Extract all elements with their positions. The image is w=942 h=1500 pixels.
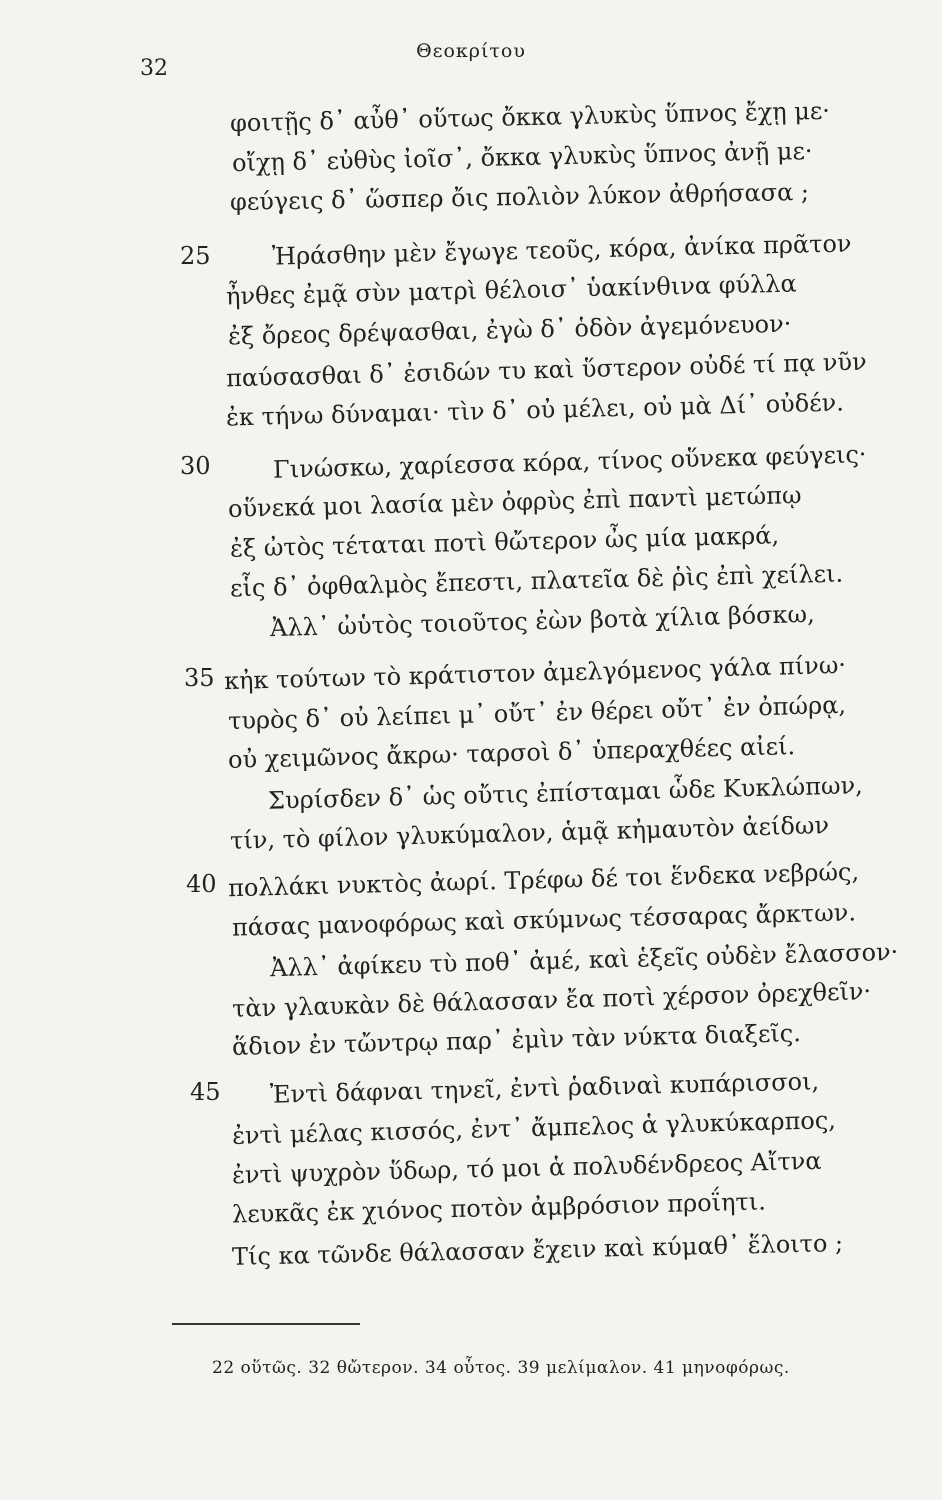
verse-line: οἴχῃ δ᾽ εὐθὺς ἰοῖσ᾽, ὄκκα γλυκὺς ὕπνος ἀνῇ με· — [231, 136, 813, 178]
verse-line: Τίς κα τῶνδε θάλασσαν ἔχειν καὶ κύμαθ᾽ ἕλοιτο ; — [231, 1229, 844, 1271]
verse-line: ἅδιον ἐν τὤντρῳ παρ᾽ ἐμὶν τὰν νύκτα διαξεῖς. — [231, 1019, 802, 1061]
verse-line: ἐξ ὄρεος δρέψασθαι, ἐγὼ δ᾽ ὁδὸν ἀγεμόνευον· — [227, 309, 792, 351]
verse-line: ἦνθες ἐμᾷ σὺν ματρὶ θέλοισ᾽ ὑακίνθινα φύλλα — [225, 269, 797, 311]
verse-line: Ἀλλ᾽ ὠὑτὸς τοιοῦτος ἐὼν βοτὰ χίλια βόσκω, — [269, 599, 816, 643]
verse-line: τίν, τὸ φίλον γλυκύμαλον, ἁμᾷ κἠμαυτὸν ἀείδων — [229, 811, 830, 855]
line-number: 30 — [180, 452, 211, 480]
verse-line: πολλάκι νυκτὸς ἀωρί. Τρέφω δέ τοι ἕνδεκα νεβρώς, — [227, 857, 860, 903]
verse-line: ἐντὶ μέλας κισσός, ἐντ᾽ ἄμπελος ἁ γλυκύκαρπος, — [231, 1106, 837, 1150]
verse-line: εἷς δ᾽ ὀφθαλμὸς ἔπεστι, πλατεῖα δὲ ῥὶς ἐπὶ χείλει. — [229, 559, 844, 603]
verse-line: λευκᾶς ἐκ χιόνος ποτὸν ἀμβρόσιον προΐητι. — [231, 1187, 767, 1229]
line-number: 40 — [186, 870, 217, 898]
verse-line: ἐξ ὠτὸς τέταται ποτὶ θὤτερον ὦς μία μακρά, — [229, 521, 780, 563]
running-head: Θεοκρίτου — [416, 40, 526, 62]
verse-line: Γινώσκω, χαρίεσσα κόρα, τίνος οὕνεκα φεύγεις· — [272, 440, 867, 484]
verse-line: πάσας μανοφόρως καὶ σκύμνως τέσσαρας ἄρκτων. — [231, 898, 857, 942]
verse-line: φεύγεις δ᾽ ὥσπερ ὄις πολιὸν λύκον ἀθρήσασα ; — [229, 177, 810, 217]
verse-line: τυρὸς δ᾽ οὐ λείπει μ᾽ οὔτ᾽ ἐν θέρει οὔτ᾽ ἐν ὀπώρᾳ, — [227, 690, 847, 736]
verse-line: παύσασθαι δ᾽ ἐσιδών τυ καὶ ὕστερον οὐδέ τί πᾳ νῦν — [225, 347, 867, 393]
verse-line: Ἐντὶ δάφναι τηνεῖ, ἐντὶ ῥαδιναὶ κυπάρισσοι, — [269, 1067, 820, 1109]
verse-line: φοιτῇς δ᾽ αὖθ᾽ οὕτως ὄκκα γλυκὺς ὕπνος ἔχῃ με· — [229, 96, 831, 138]
verse-line: Ἠράσθην μὲν ἔγωγε τεοῦς, κόρα, ἀνίκα πρᾶτον — [271, 229, 852, 271]
verse-line: κἠκ τούτων τὸ κράτιστον ἀμελγόμενος γάλα πίνω· — [223, 650, 847, 696]
page-number: 32 — [140, 56, 168, 81]
line-number: 25 — [180, 242, 211, 270]
verse-line: Ἀλλ᾽ ἀφίκευ τὺ ποθ᾽ ἀμέ, καὶ ἑξεῖς οὐδὲν ἔλασσον· — [269, 937, 899, 983]
verse-line: τὰν γλαυκὰν δὲ θάλασσαν ἔα ποτὶ χέρσον ὀρεχθεῖν· — [231, 977, 872, 1023]
line-number: 35 — [184, 664, 215, 692]
verse-line: οὐ χειμῶνος ἄκρω· ταρσοὶ δ᾽ ὑπεραχθέες αἰεί. — [227, 732, 796, 774]
critical-apparatus: 22 οὕτῶς. 32 θὤτερον. 34 οὗτος. 39 μελίμαλον. 41 μηνοφόρως. — [212, 1358, 790, 1378]
verse-line: ἐκ τήνω δύναμαι· τὶν δ᾽ οὐ μέλει, οὐ μὰ Δί᾽ οὐδέν. — [225, 388, 845, 432]
line-number: 45 — [190, 1078, 221, 1106]
verse-line: οὕνεκά μοι λασία μὲν ὀφρὺς ἐπὶ παντὶ μετώπῳ — [227, 480, 802, 524]
verse-line: Συρίσδεν δ᾽ ὡς οὔτις ἐπίσταμαι ὧδε Κυκλώπων, — [267, 771, 864, 815]
verse-line: ἐντὶ ψυχρὸν ὕδωρ, τό μοι ἁ πολυδένδρεος Αἴτνα — [231, 1146, 822, 1190]
footnote-rule — [172, 1323, 360, 1325]
